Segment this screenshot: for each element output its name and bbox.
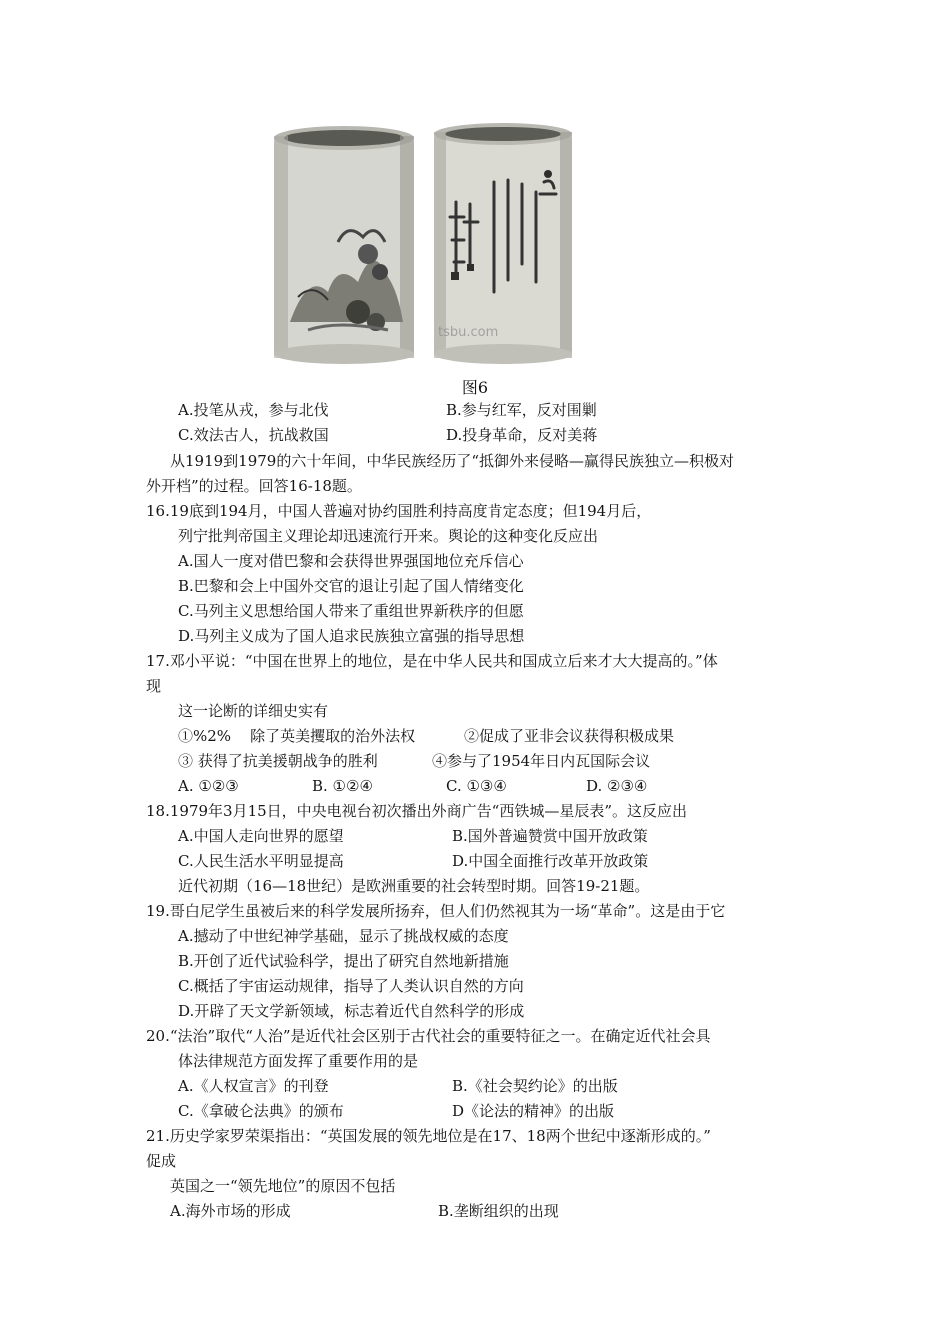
q18-stem: 18.1979年3月15日，中央电视台初次播出外商广告“西铁城—星辰表”。这反应出	[146, 802, 687, 820]
q17-item-3: ③ 获得了抗美援朝战争的胜利	[178, 752, 378, 770]
q21-stem-line2: 英国之一“领先地位”的原因不包括	[170, 1177, 396, 1195]
q17-stem-line1-wrap: 现	[146, 677, 162, 695]
q15-option-b: B.参与红军，反对围剿	[446, 401, 597, 419]
q18-option-d: D.中国全面推行改革开放政策	[452, 852, 649, 870]
q18-option-b: B.国外普遍赞赏中国开放政策	[452, 827, 648, 845]
q17-stem-line1: 17.邓小平说：“中国在世界上的地位，是在中华人民共和国成立后来才大大提高的。”体	[146, 652, 718, 670]
q19-option-b: B.开创了近代试验科学，提出了研究自然地新措施	[178, 952, 509, 970]
q16-option-a: A.国人一度对借巴黎和会获得世界强国地位充斥信心	[178, 552, 524, 570]
q21-stem-line1: 21.历史学家罗荣渠指出：“英国发展的领先地位是在17、18两个世纪中逐渐形成的。”	[146, 1127, 711, 1145]
q17-item-1: ①%2% 除了英美攫取的治外法权	[178, 727, 416, 745]
q17-item-2: ②促成了亚非会议获得积极成果	[464, 727, 675, 745]
q17-item-4: ④参与了1954年日内瓦国际会议	[432, 752, 651, 770]
q17-option-a: A. ①②③	[178, 777, 239, 795]
q20-option-b: B.《社会契约论》的出版	[452, 1077, 618, 1095]
q15-option-d: D.投身革命，反对美蒋	[446, 426, 598, 444]
q19-option-c: C.概括了宇宙运动规律，指导了人类认识自然的方向	[178, 977, 524, 995]
q16-option-c: C.马列主义思想给国人带来了重组世界新秩序的但愿	[178, 602, 524, 620]
q20-stem-line1: 20.“法治”取代“人治”是近代社会区别于古代社会的重要特征之一。在确定近代社会具	[146, 1027, 711, 1045]
q21-option-b: B.垄断组织的出现	[438, 1202, 559, 1220]
q16-option-b: B.巴黎和会上中国外交官的退让引起了国人情绪变化	[178, 577, 524, 595]
q18-option-a: A.中国人走向世界的愿望	[178, 827, 344, 845]
q18-option-c: C.人民生活水平明显提高	[178, 852, 344, 870]
q21-option-a: A.海外市场的形成	[170, 1202, 291, 1220]
q17-option-d: D. ②③④	[586, 777, 648, 795]
q20-option-a: A.《人权宣言》的刊登	[178, 1077, 329, 1095]
q17-option-b: B. ①②④	[312, 777, 373, 795]
q19-option-a: A.撼动了中世纪神学基础，显示了挑战权威的态度	[178, 927, 509, 945]
q16-option-d: D.马列主义成为了国人追求民族独立富强的指导思想	[178, 627, 525, 645]
intro-16-18-line2: 外开档”的过程。回答16-18题。	[146, 477, 362, 495]
figure-6-photo	[268, 122, 580, 366]
intro-19-21: 近代初期（16—18世纪）是欧洲重要的社会转型时期。回答19-21题。	[178, 877, 650, 895]
intro-16-18-line1: 从1919到1979的六十年间，中华民族经历了“抵御外来侵略—赢得民族独立—积极对	[170, 452, 735, 470]
q19-option-d: D.开辟了天文学新领域，标志着近代自然科学的形成	[178, 1002, 525, 1020]
figure-caption: 图6	[461, 378, 489, 397]
q20-stem-line2: 体法律规范方面发挥了重要作用的是	[178, 1052, 419, 1070]
q19-stem: 19.哥白尼学生虽被后来的科学发展所扬弃，但人们仍然视其为一场“革命”。这是由于它	[146, 902, 726, 920]
q20-option-c: C.《拿破仑法典》的颁布	[178, 1102, 344, 1120]
q15-option-a: A.投笔从戎，参与北伐	[178, 401, 329, 419]
left-brush-pot	[274, 126, 414, 364]
q17-stem-line2: 这一论断的详细史实有	[178, 702, 329, 720]
q15-option-c: C.效法古人，抗战救国	[178, 426, 329, 444]
q16-stem-line1: 16.19底到194月，中国人普遍对协约国胜利持高度肯定态度；但194月后，	[146, 502, 652, 520]
q21-stem-line1-wrap: 促成	[146, 1152, 177, 1170]
q16-stem-line2: 列宁批判帝国主义理论却迅速流行开来。舆论的这种变化反应出	[178, 527, 599, 545]
watermark-text: tsbu.com	[438, 325, 499, 340]
q17-option-c: C. ①③④	[446, 777, 507, 795]
q20-option-d: D《论法的精神》的出版	[452, 1102, 615, 1120]
